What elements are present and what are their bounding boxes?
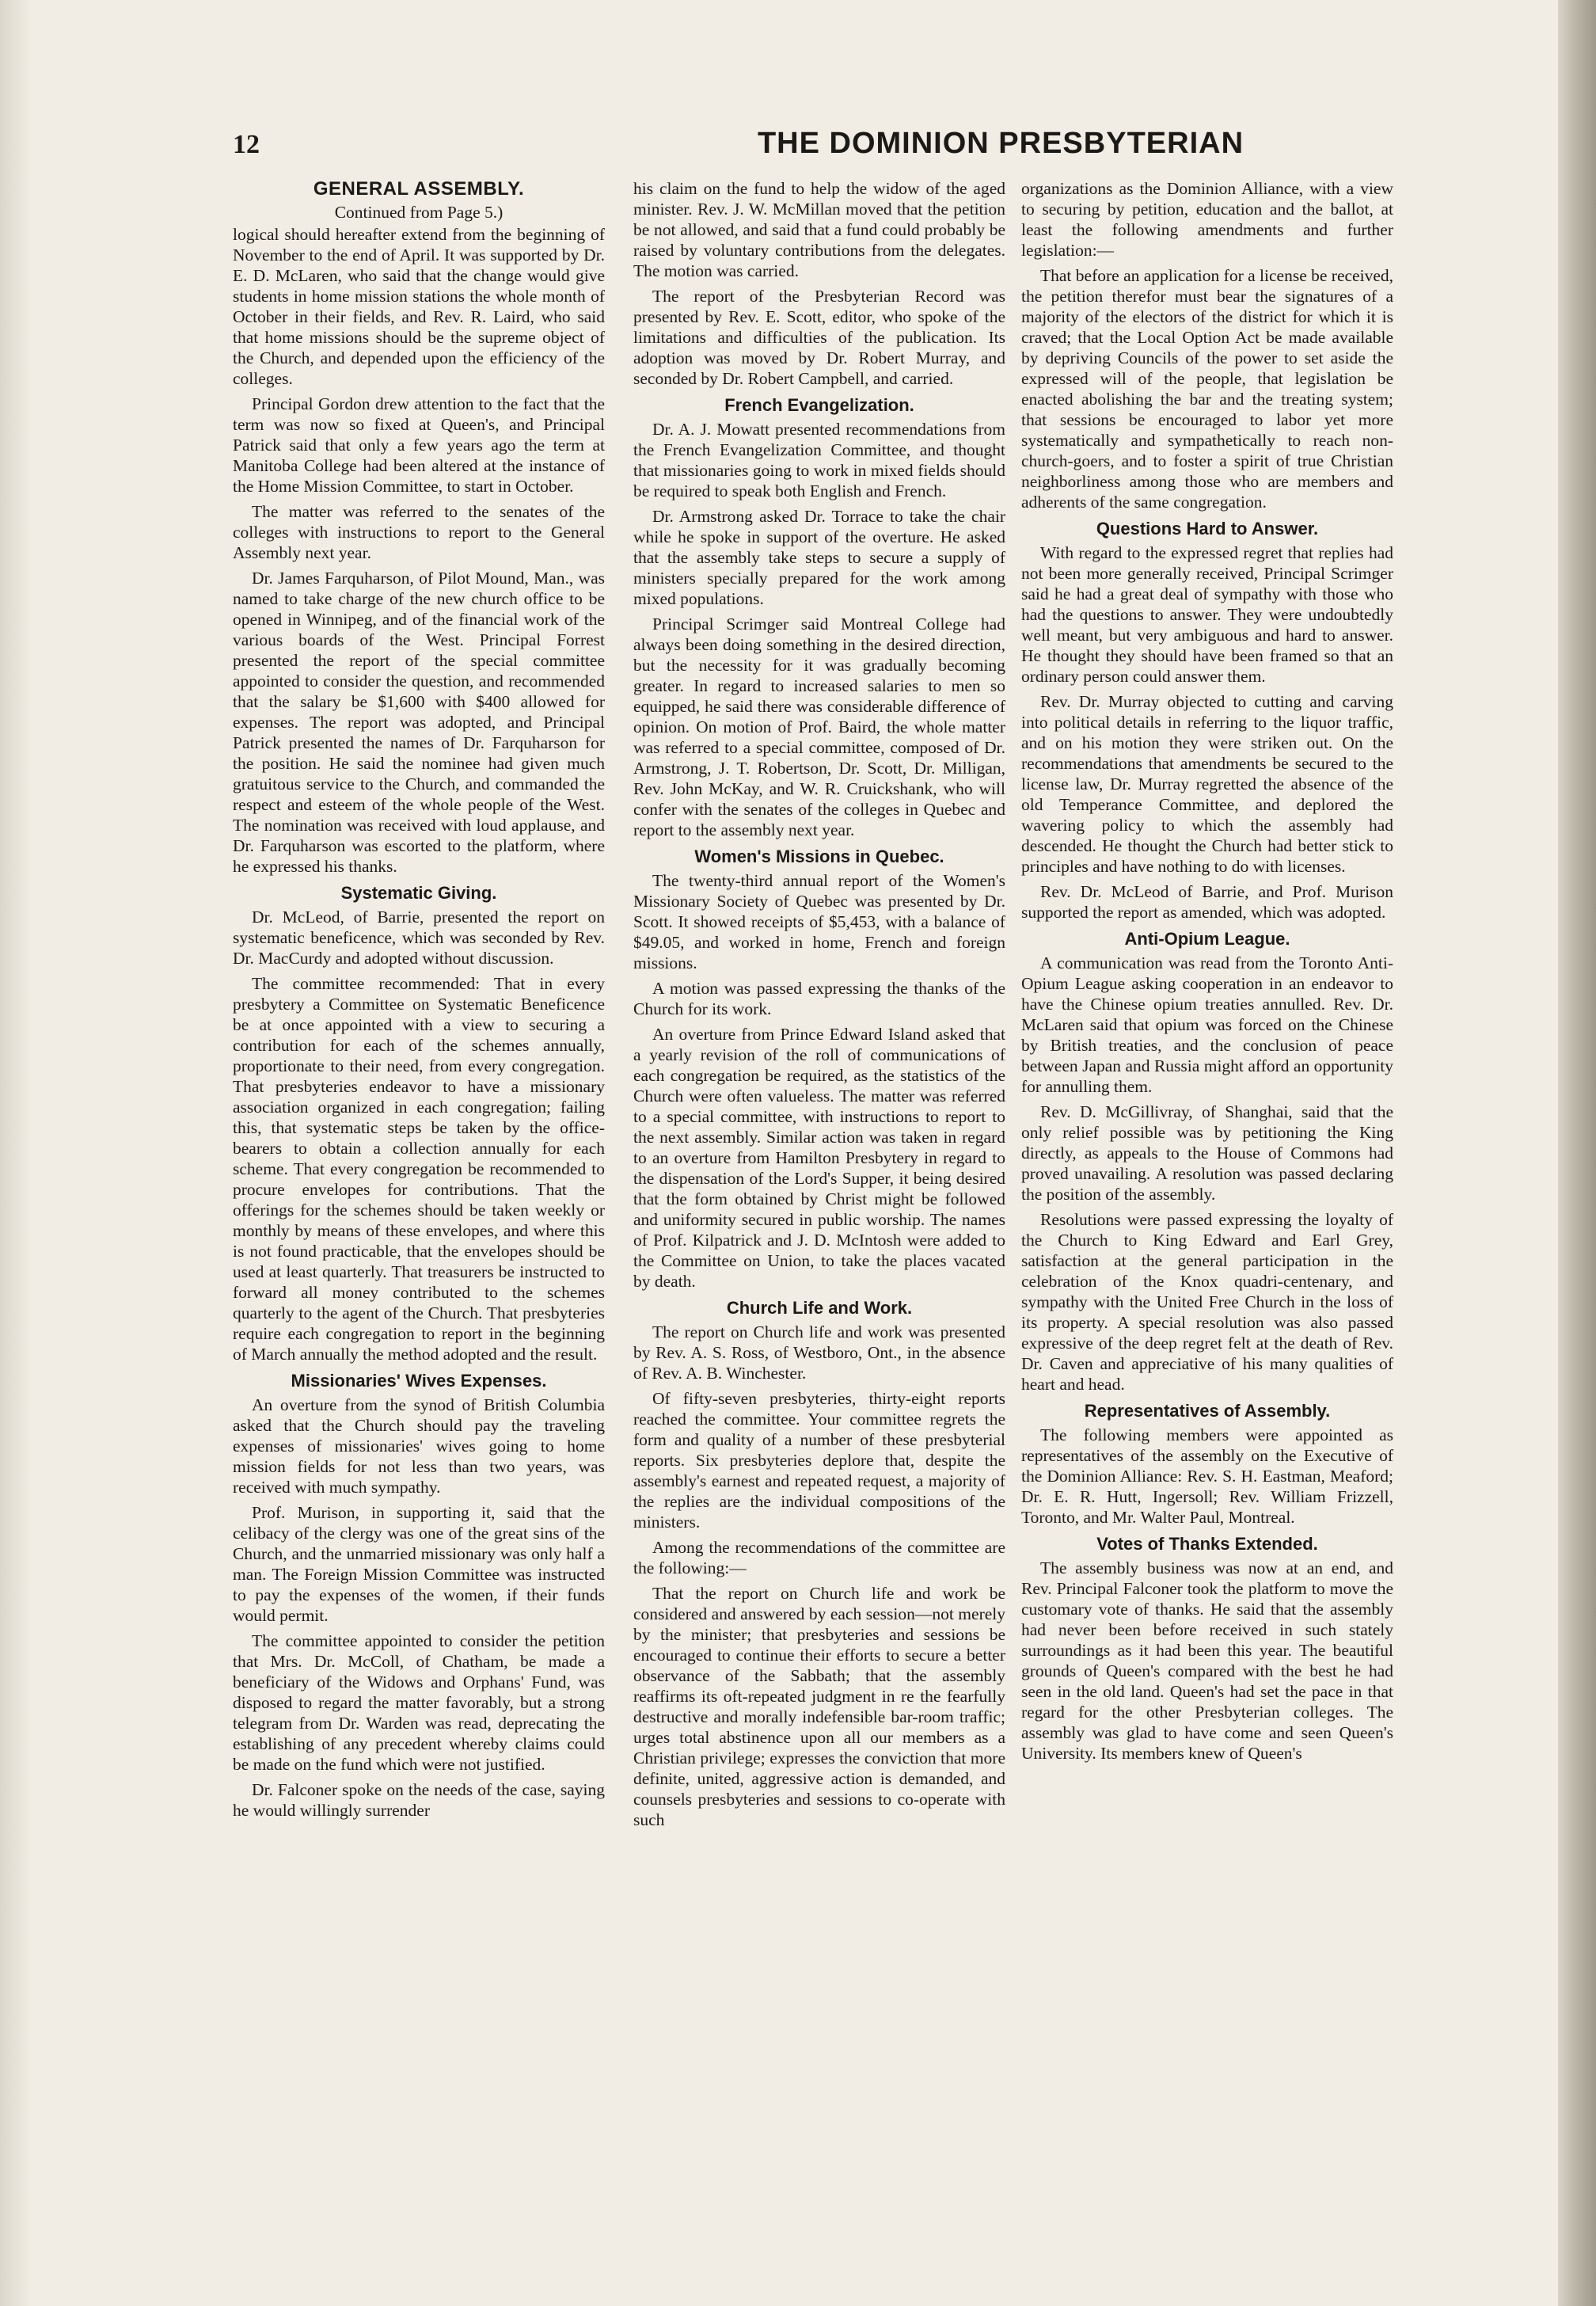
paragraph: Dr. Armstrong asked Dr. Torrace to take the chair while he spoke in support of the overture. He asked that the assembly take steps to secure a supply of ministers specially prepared for the work among mixed populations. <box>633 507 1005 608</box>
paragraph: Dr. McLeod, of Barrie, presented the report on systematic beneficence, which was seconded by Rev. Dr. MacCurdy and adopted without discussion. <box>233 908 605 968</box>
column-3 <box>1021 178 1393 1768</box>
paragraph: Prof. Murison, in supporting it, said that the celibacy of the clergy was one of the great sins of the Church, and the unmarried missionary was only half a man. The Foreign Mission Committee was instructed to pay the expenses of the women, if their funds would permit. <box>233 1503 605 1625</box>
paragraph: The following members were appointed as representatives of the assembly on the Executive of the Dominion Alliance: Rev. S. H. Eastman, Meaford; Dr. E. R. Hutt, Ingersoll; Rev. William Frizzell, Toronto, and Mr. Walter Paul, Montreal. <box>1021 1425 1393 1527</box>
article-heading: GENERAL ASSEMBLY. <box>313 178 525 200</box>
section-heading: Questions Hard to Answer. <box>1096 519 1319 538</box>
paragraph: An overture from the synod of British Columbia asked that the Church should pay the traveling expenses of missionaries' wives going to home mission fields for not less than two years, was received with much sympathy. <box>233 1395 605 1497</box>
paragraph: organizations as the Dominion Alliance, with a view to securing by petition, education and the ballot, at least the following amendments and further legislation:— <box>1021 179 1393 260</box>
paragraph: A communication was read from the Toronto Anti-Opium League asking cooperation in an endeavor to have the Chinese opium treaties annulled. Rev. Dr. McLaren said that opium was forced on the Chinese by British treaties, and the conclusion of peace between Japan and Russia might afford an opportunity for annulling them. <box>1021 953 1393 1096</box>
paragraph: Rev. D. McGillivray, of Shanghai, said that the only relief possible was by petitioning the King directly, as appeals to the House of Commons had proved unavailing. A resolution was passed declaring the position of the assembly. <box>1021 1102 1393 1204</box>
section-heading: French Evangelization. <box>724 395 914 415</box>
paragraph: Rev. Dr. McLeod of Barrie, and Prof. Murison supported the report as amended, which was adopted. <box>1021 882 1393 922</box>
paragraph: That the report on Church life and work be considered and answered by each session—not merely by the minister; that presbyteries and sessions be encouraged to continue their efforts to secure a better observance of the Sabbath; that the assembly reaffirms its oft-repeated judgment in re the fearfully destructive and morally indefensible bar-room traffic; urges total abstinence upon all our members as a Christian privilege; expresses the conviction that more definite, united, aggressive action is demanded, and counsels presbyteries and sessions to co-operate with such <box>633 1584 1005 1829</box>
paragraph: Principal Gordon drew attention to the fact that the term was now so fixed at Queen's, and Principal Patrick said that only a few years ago the term at Manitoba College had been altered at the instance of the Home Mission Committee, to start in October. <box>233 394 605 496</box>
section-heading: Systematic Giving. <box>340 883 497 903</box>
paragraph: his claim on the fund to help the widow of the aged minister. Rev. J. W. McMillan moved that the petition be not allowed, and said that a fund could probably be raised by voluntary contributions from the delegates. The motion was carried. <box>633 179 1005 280</box>
paragraph: The twenty-third annual report of the Women's Missionary Society of Quebec was presented by Dr. Scott. It showed receipts of $5,453, with a balance of $49.05, and worked in home, French and foreign missions. <box>633 871 1005 972</box>
paragraph: The committee appointed to consider the petition that Mrs. Dr. McColl, of Chatham, be made a beneficiary of the Widows and Orphans' Fund, was disposed to regard the matter favorably, but a strong telegram from Dr. Warden was read, deprecating the establishing of any precedent whereby claims could be made on the fund which were not justified. <box>233 1631 605 1774</box>
scan-left-edge <box>0 0 32 2306</box>
paragraph: A motion was passed expressing the thanks of the Church for its work. <box>633 979 1005 1018</box>
paragraph: Of fifty-seven presbyteries, thirty-eight reports reached the committee. Your committee regrets the form and quality of a number of these presbyterial reports. Six presbyteries deplore that, despite the assembly's earnest and repeated request, a majority of the replies are the individual compositions of the ministers. <box>633 1389 1005 1532</box>
continued-note: Continued from Page 5.) <box>334 203 504 222</box>
paragraph: That before an application for a license be received, the petition therefor must bear the signatures of a majority of the electors of the district for which it is craved; that the Local Option Act be made available by depriving Councils of the power to set aside the expressed will of the people, that legislation be enacted abolishing the bar and the treating system; that sessions be encouraged to labor yet more systematically and sympathetically to reach non-church-goers, and to foster a spirit of true Christian neighborliness among those who are members and adherents of the same congregation. <box>1021 266 1393 512</box>
section-heading: Representatives of Assembly. <box>1084 1401 1331 1421</box>
paragraph: With regard to the expressed regret that replies had not been more generally received, Principal Scrimger said he had a great deal of sympathy with those who had the questions to answer. They were undoubtedly well meant, but very ambiguous and hard to answer. He thought they should have been framed so that an ordinary person could answer them. <box>1021 543 1393 686</box>
paragraph: An overture from Prince Edward Island asked that a yearly revision of the roll of communications of each congregation be required, as the statistics of the Church were often valueless. The matter was referred to a special committee, with instructions to report to the next assembly. Similar action was taken in regard to an overture from Hamilton Presbytery in regard to the dispensation of the Lord's Supper, it being desired that the form obtained by Christ might be followed and uniformity secured in public worship. The names of Prof. Kilpatrick and J. D. McIntosh were added to the Committee on Union, to take the places vacated by death. <box>633 1025 1005 1291</box>
scan-binding-edge <box>1558 0 1596 2306</box>
column-2 <box>633 178 1005 1835</box>
paragraph: The matter was referred to the senates of the colleges with instructions to report to the General Assembly next year. <box>233 502 605 562</box>
paragraph: Principal Scrimger said Montreal College had always been doing something in the desired direction, but the necessity for it was gradually becoming greater. In regard to increased salaries to men so equipped, he said there was considerable difference of opinion. On motion of Prof. Baird, the whole matter was referred to a special committee, composed of Dr. Armstrong, J. T. Robertson, Dr. Scott, Dr. Milligan, Rev. John McKay, and W. R. Cruickshank, who will confer with the senates of the colleges in Quebec and report to the assembly next year. <box>633 615 1005 839</box>
paragraph: Among the recommendations of the committee are the following:— <box>633 1538 1005 1577</box>
paragraph: Rev. Dr. Murray objected to cutting and carving into political details in referring to the liquor traffic, and on his motion they were striken out. On the recommendations that amendments be secured to the license law, Dr. Murray regretted the absence of the old Temperance Committee, and deplored the wavering policy to which the assembly had descended. He thought the Church had better stick to principles and have nothing to do with licenses. <box>1021 692 1393 876</box>
paragraph: The assembly business was now at an end, and Rev. Principal Falconer took the platform to move the customary vote of thanks. He said that the assembly had never been before received in such stately surroundings as it had been this year. The beautiful grounds of Queen's compared with the best he had seen in the old land. Queen's had set the pace in that regard for the other Presbyterian colleges. The assembly was glad to have come and seen Queen's University. Its members knew of Queen's <box>1021 1558 1393 1763</box>
section-heading: Church Life and Work. <box>726 1298 913 1318</box>
section-heading: Votes of Thanks Extended. <box>1096 1534 1318 1554</box>
paragraph: Resolutions were passed expressing the loyalty of the Church to King Edward and Earl Grey, satisfaction at the general participation in the celebration of the Knox quadri-centenary, and sympathy with the United Free Church in the loss of its property. A special resolution was also passed expressive of the deep regret felt at the death of Rev. Dr. Caven and appreciative of his many qualities of heart and head. <box>1021 1210 1393 1394</box>
paragraph: The committee recommended: That in every presbytery a Committee on Systematic Beneficence be at once appointed with a view to securing a contribution for each of the schemes annually, proportionate to their need, from every congregation. That presbyteries endeavor to have a missionary association organized in each congregation; failing this, that systematic steps be taken by the office-bearers to obtain a collection annually for each scheme. That every congregation be recommended to procure envelopes for contributions. That the offerings for the schemes should be taken weekly or monthly by means of these envelopes, and where this is not found practicable, that the envelopes should be used at least quarterly. That treasurers be instructed to forward all money contributed to the schemes quarterly to the agent of the Church. That presbyteries require each congregation to report in the beginning of March annually the method adopted and the result. <box>233 974 605 1364</box>
page-number: 12 <box>233 130 260 159</box>
section-heading: Women's Missions in Quebec. <box>694 847 944 866</box>
paragraph: The report on Church life and work was presented by Rev. A. S. Ross, of Westboro, Ont., in the absence of Rev. A. B. Winchester. <box>633 1322 1005 1383</box>
paragraph: logical should hereafter extend from the beginning of November to the end of April. It was supported by Dr. E. D. McLaren, who said that the change would give students in home mission stations the whole month of October in their fields, and Rev. R. Laird, who said that home missions should be the supreme object of the Church, and depended upon the efficiency of the colleges. <box>233 225 605 388</box>
paragraph: Dr. Falconer spoke on the needs of the case, saying he would willingly surrender <box>233 1780 605 1820</box>
paragraph: The report of the Presbyterian Record was presented by Rev. E. Scott, editor, who spoke of the limitations and difficulties of the publication. Its adoption was moved by Dr. Robert Murray, and seconded by Dr. Robert Campbell, and carried. <box>633 287 1005 388</box>
column-1 <box>233 178 605 1825</box>
section-heading: Missionaries' Wives Expenses. <box>291 1371 547 1391</box>
paragraph: Dr. James Farquharson, of Pilot Mound, Man., was named to take charge of the new church office to be opened in Winnipeg, and of the financial work of the various boards of the West. Principal Forrest presented the report of the special committee appointed to consider the question, and recommended that the salary be $1,600 with $400 allowed for expenses. The report was adopted, and Principal Patrick presented the names of Dr. Farquharson for the position. He said the nominee had given much gratuitous service to the Church, and commanded the respect and esteem of the whole people of the West. The nomination was received with loud applause, and Dr. Farquharson was escorted to the platform, where he expressed his thanks. <box>233 569 605 876</box>
page-header <box>233 127 1499 166</box>
masthead: THE DOMINION PRESBYTERIAN <box>757 127 1244 160</box>
paragraph: Dr. A. J. Mowatt presented recommendations from the French Evangelization Committee, and thought that missionaries going to work in mixed fields should be required to speak both English and French. <box>633 420 1005 500</box>
section-heading: Anti-Opium League. <box>1124 929 1290 949</box>
